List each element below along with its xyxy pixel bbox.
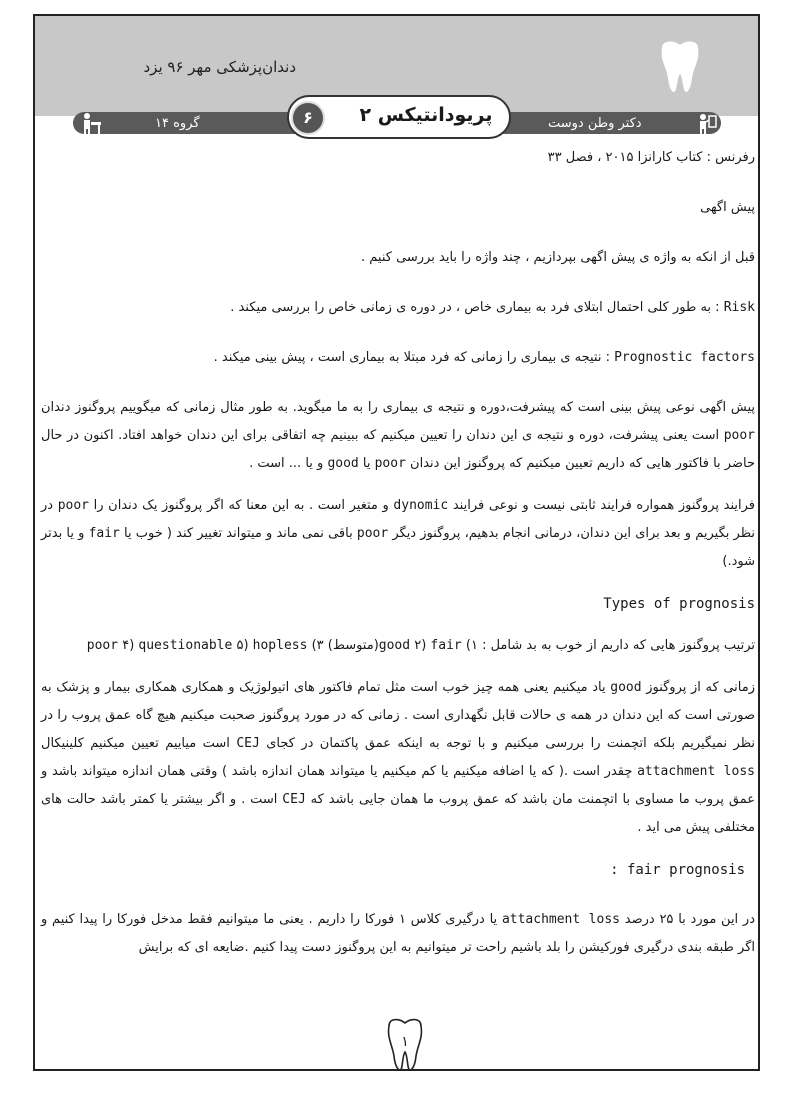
teacher-at-desk-icon bbox=[81, 112, 103, 136]
page-number: ۱ bbox=[401, 1034, 409, 1050]
prognostic-definition: Prognostic factors : نتیجه ی بیماری را زمانی که فرد مبتلا به بیماری است ، پیش بینی میکند . bbox=[213, 350, 755, 365]
paragraph-fair-prognosis: در این مورد با ۲۵ درصد attachment loss یا درگیری کلاس ۱ فورکا را داریم . یعنی ما میتوانیم فقط مدخل فورکا را پیدا کنیم و اگر طبقه بندی درگیری فورکیشن را بلد باشیم راحت تر میتوانیم به این پروگنوز دست پیدا کنیم .ضایعه ای که برایش bbox=[41, 912, 756, 955]
reference-line: رفرنس : کتاب کارانزا ۲۰۱۵ ، فصل ۳۳ bbox=[547, 150, 755, 165]
risk-definition: Risk : به طور کلی احتمال ابتلای فرد به بیماری خاص ، در دوره ی زمانی خاص را بررسی میکند . bbox=[230, 300, 755, 315]
group-label: گروه ۱۴ bbox=[155, 116, 200, 131]
prognostic-term: Prognostic factors bbox=[614, 350, 755, 365]
tooth-outline-icon bbox=[383, 1016, 427, 1071]
types-heading: Types of prognosis bbox=[603, 596, 755, 612]
page-frame bbox=[33, 14, 760, 1071]
professor-label: دکتر وطن دوست bbox=[548, 116, 642, 131]
risk-term: Risk bbox=[723, 300, 755, 315]
tooth-icon bbox=[654, 38, 706, 94]
section-heading: پیش اگهی bbox=[700, 200, 755, 215]
paragraph-prognosis-definition: پیش اگهی نوعی پیش بینی است که پیشرفت،دوره و نتیجه ی بیماری را به ما میگوید. به طور مثال زمانی که میگوییم پروگنوز دندان poor است یعنی پیشرفت، دوره و نتیجه ی این دندان را تعیین میکنیم که ببینیم چه اتفاقی برای این دندان خواهد افتاد. اکنون در حال حاضر با فاکتور هایی که داریم تعیین میکنیم که پروگنوز این دندان poor یا good و یا ... است . bbox=[41, 400, 755, 471]
paragraph-dynamic-process: فرایند پروگنوز همواره فرایند ثابتی نیست و نوعی فرایند dynomic و متغیر است . به این معنا که اگر پروگنوز یک دندان را poor در نظر بگیریم و بعد برای این دندان، درمانی انجام بدهیم، پروگنوز دیگر poor باقی نمی ماند و میتواند تغییر کند ( خوب یا fair و یا بدتر شود.) bbox=[41, 498, 755, 569]
session-number-badge: ۶ bbox=[291, 101, 325, 135]
intro-paragraph: قبل از انکه به واژه ی پیش اگهی بپردازیم ، چند واژه را باید بررسی کنیم . bbox=[361, 250, 755, 265]
types-list: ترتیب پروگنوز هایی که داریم از خوب به بد شامل : ۱) good ۲) fair(متوسط) ۳) poor ۴) questionable ۵) hopless bbox=[86, 638, 755, 653]
teacher-at-board-icon bbox=[695, 112, 717, 136]
course-title: پریودانتیکس ۲ bbox=[359, 104, 493, 126]
school-label: دندان‌پزشکی مهر ۹۶ یزد bbox=[143, 58, 296, 76]
fair-heading: : fair prognosis bbox=[610, 862, 745, 878]
document-body bbox=[41, 144, 755, 962]
paragraph-good-prognosis: زمانی که از پروگنوز good یاد میکنیم یعنی همه چیز خوب است مثل تمام فاکتور های اتیولوژیک و همکاری همکاری بیمار و پزشک به صورتی است که این دندان در همه ی حالات قابل نگهداری است . زمانی که در مورد پروگنوز صحبت میکنیم هیچ گاه عمق پروب را در نظر نمیگیریم بلکه اتچمنت را بررسی میکنیم و با توجه به اینکه عمق پاکتمان در کجای CEJ است میاییم تعیین میکنیم کلینیکال attachment loss چقدر است .( که یا اضافه میکنیم یا کم میکنیم یا میتواند همان اندازه باشد ) وقتی همان اندازه میتواند باشد و عمق پروب ما مساوی با اتچمنت مان باشد که عمق پروب ما همان جایی باشد که CEJ است . و اگر بیشتر یا کمتر باشد حالت های مختلفی پیش می اید . bbox=[41, 680, 755, 835]
